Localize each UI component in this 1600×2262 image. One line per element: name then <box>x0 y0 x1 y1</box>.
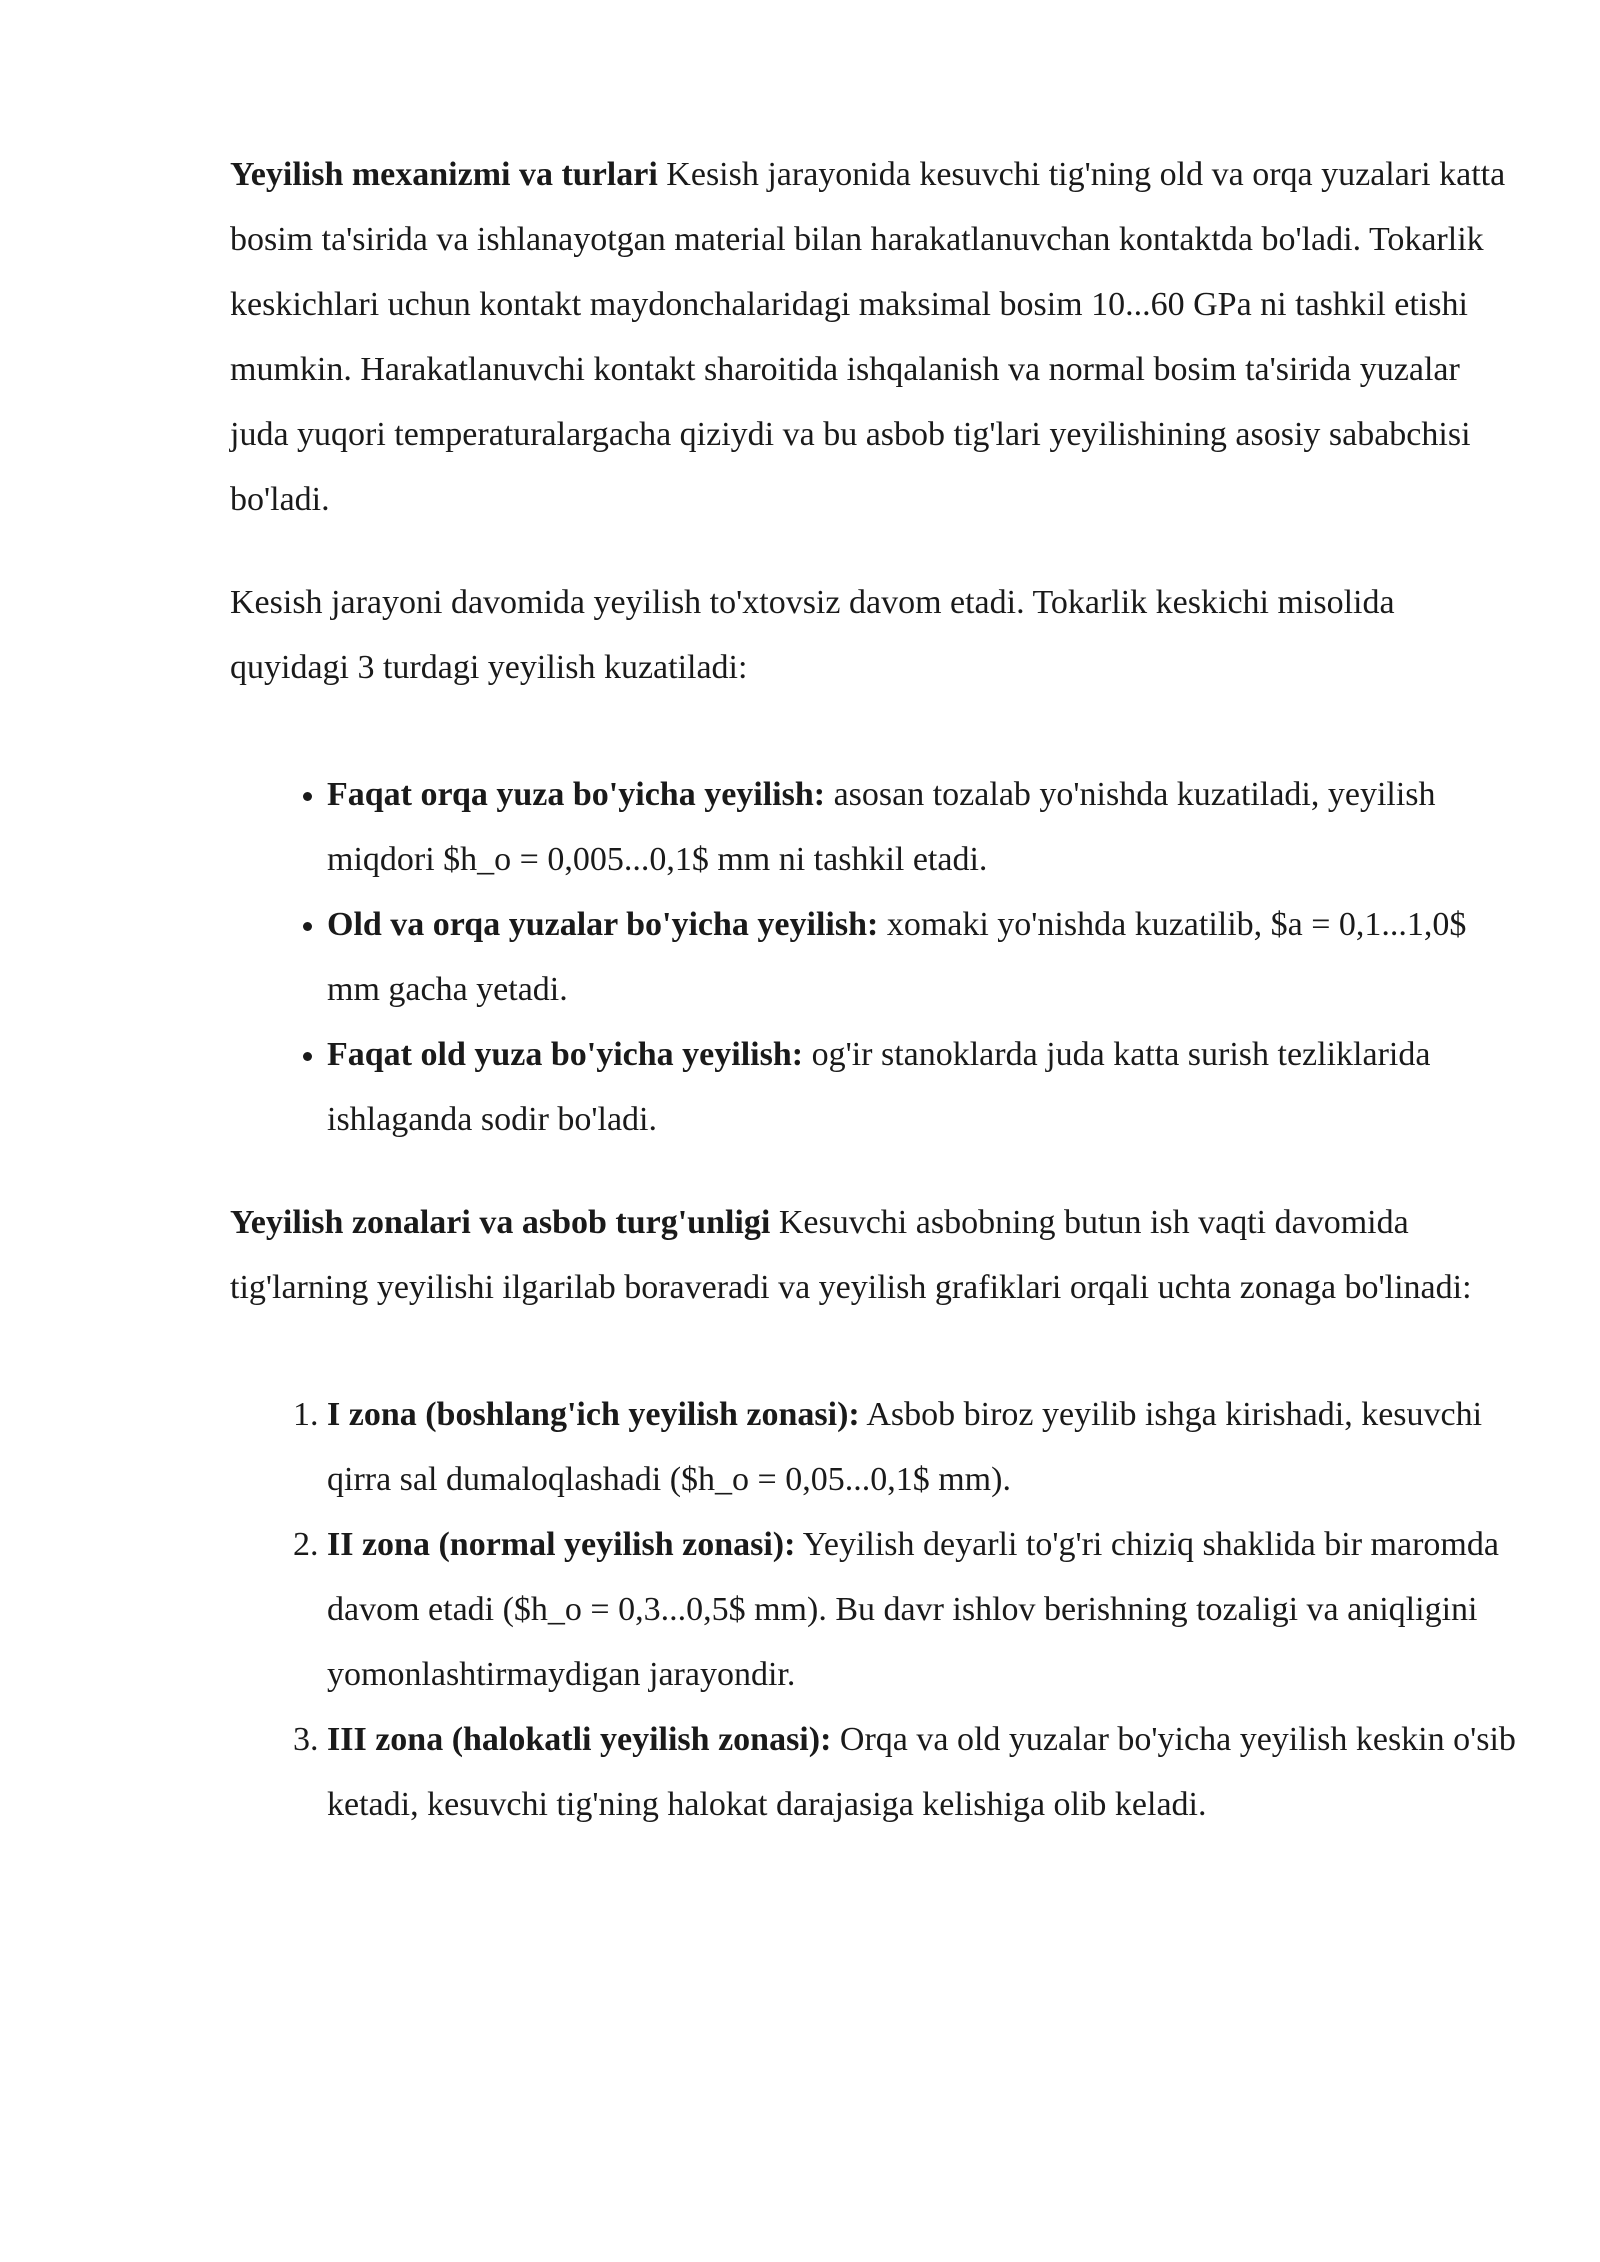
list-item-label: Faqat old yuza bo'yicha yeyilish: <box>327 1036 804 1073</box>
list-item-text: xomaki yo'nishda kuzatilib, $a = 0,1...1,0$ mm gacha yetadi. <box>327 906 1467 1008</box>
zones-list <box>230 1382 1520 1837</box>
section-text: Kesish jarayonida kesuvchi tig'ning old va orqa yuzalari katta bosim ta'sirida va ishlanayotgan material bilan harakatlanuvchan kontaktda bo'ladi. Tokarlik keskichlari uchun kontakt maydonchalaridagi maksimal bosim 10...60 GPa ni tashkil etishi mumkin. Harakatlanuvchi kontakt sharoitida ishqalanish va normal bosim ta'sirida yuzalar juda yuqori temperaturalargacha qiziydi va bu asbob tig'lari yeyilishining asosiy sababchisi bo'ladi. <box>230 156 1506 518</box>
list-item-label: III zona (halokatli yeyilish zonasi): <box>327 1721 832 1758</box>
list-item <box>327 762 1520 892</box>
list-item-label: Faqat orqa yuza bo'yicha yeyilish: <box>327 776 826 813</box>
intro-paragraph: Kesish jarayoni davomida yeyilish to'xtovsiz davom etadi. Tokarlik keskichi misolida quyidagi 3 turdagi yeyilish kuzatiladi: <box>230 584 1395 686</box>
list-item <box>327 1022 1520 1152</box>
list-item-text: og'ir stanoklarda juda katta surish tezliklarida ishlaganda sodir bo'ladi. <box>327 1036 1431 1138</box>
section-heading: Yeyilish mexanizmi va turlari <box>230 156 658 193</box>
list-item <box>327 1382 1520 1512</box>
wear-types-list <box>230 762 1520 1152</box>
list-item <box>327 1707 1520 1837</box>
section-text: Kesuvchi asbobning butun ish vaqti davomida tig'larning yeyilishi ilgarilab boraveradi va yeyilish grafiklari orqali uchta zonaga bo'linadi: <box>230 1204 1472 1306</box>
list-item <box>327 892 1520 1022</box>
document-page <box>230 142 1520 1875</box>
list-item-label: II zona (normal yeyilish zonasi): <box>327 1526 796 1563</box>
list-item <box>327 1512 1520 1707</box>
section-heading: Yeyilish zonalari va asbob turg'unligi <box>230 1204 771 1241</box>
list-item-text: Yeyilish deyarli to'g'ri chiziq shaklida bir maromda davom etadi ($h_o = 0,3...0,5$ mm). Bu davr ishlov berishning tozaligi va aniqligini yomonlashtirmaydigan jarayondir. <box>327 1526 1499 1693</box>
list-item-text: Asbob biroz yeyilib ishga kirishadi, kesuvchi qirra sal dumaloqlashadi ($h_o = 0,05...0,1$ mm). <box>327 1396 1483 1498</box>
section-wear-mechanism <box>230 142 1520 532</box>
list-item-label: Old va orqa yuzalar bo'yicha yeyilish: <box>327 906 879 943</box>
list-item-text: Orqa va old yuzalar bo'yicha yeyilish keskin o'sib ketadi, kesuvchi tig'ning halokat darajasiga kelishiga olib keladi. <box>327 1721 1516 1823</box>
list-item-text: asosan tozalab yo'nishda kuzatiladi, yeyilish miqdori $h_o = 0,005...0,1$ mm ni tashkil etadi. <box>327 776 1436 878</box>
section-wear-zones <box>230 1190 1520 1320</box>
list-item-label: I zona (boshlang'ich yeyilish zonasi): <box>327 1396 860 1433</box>
